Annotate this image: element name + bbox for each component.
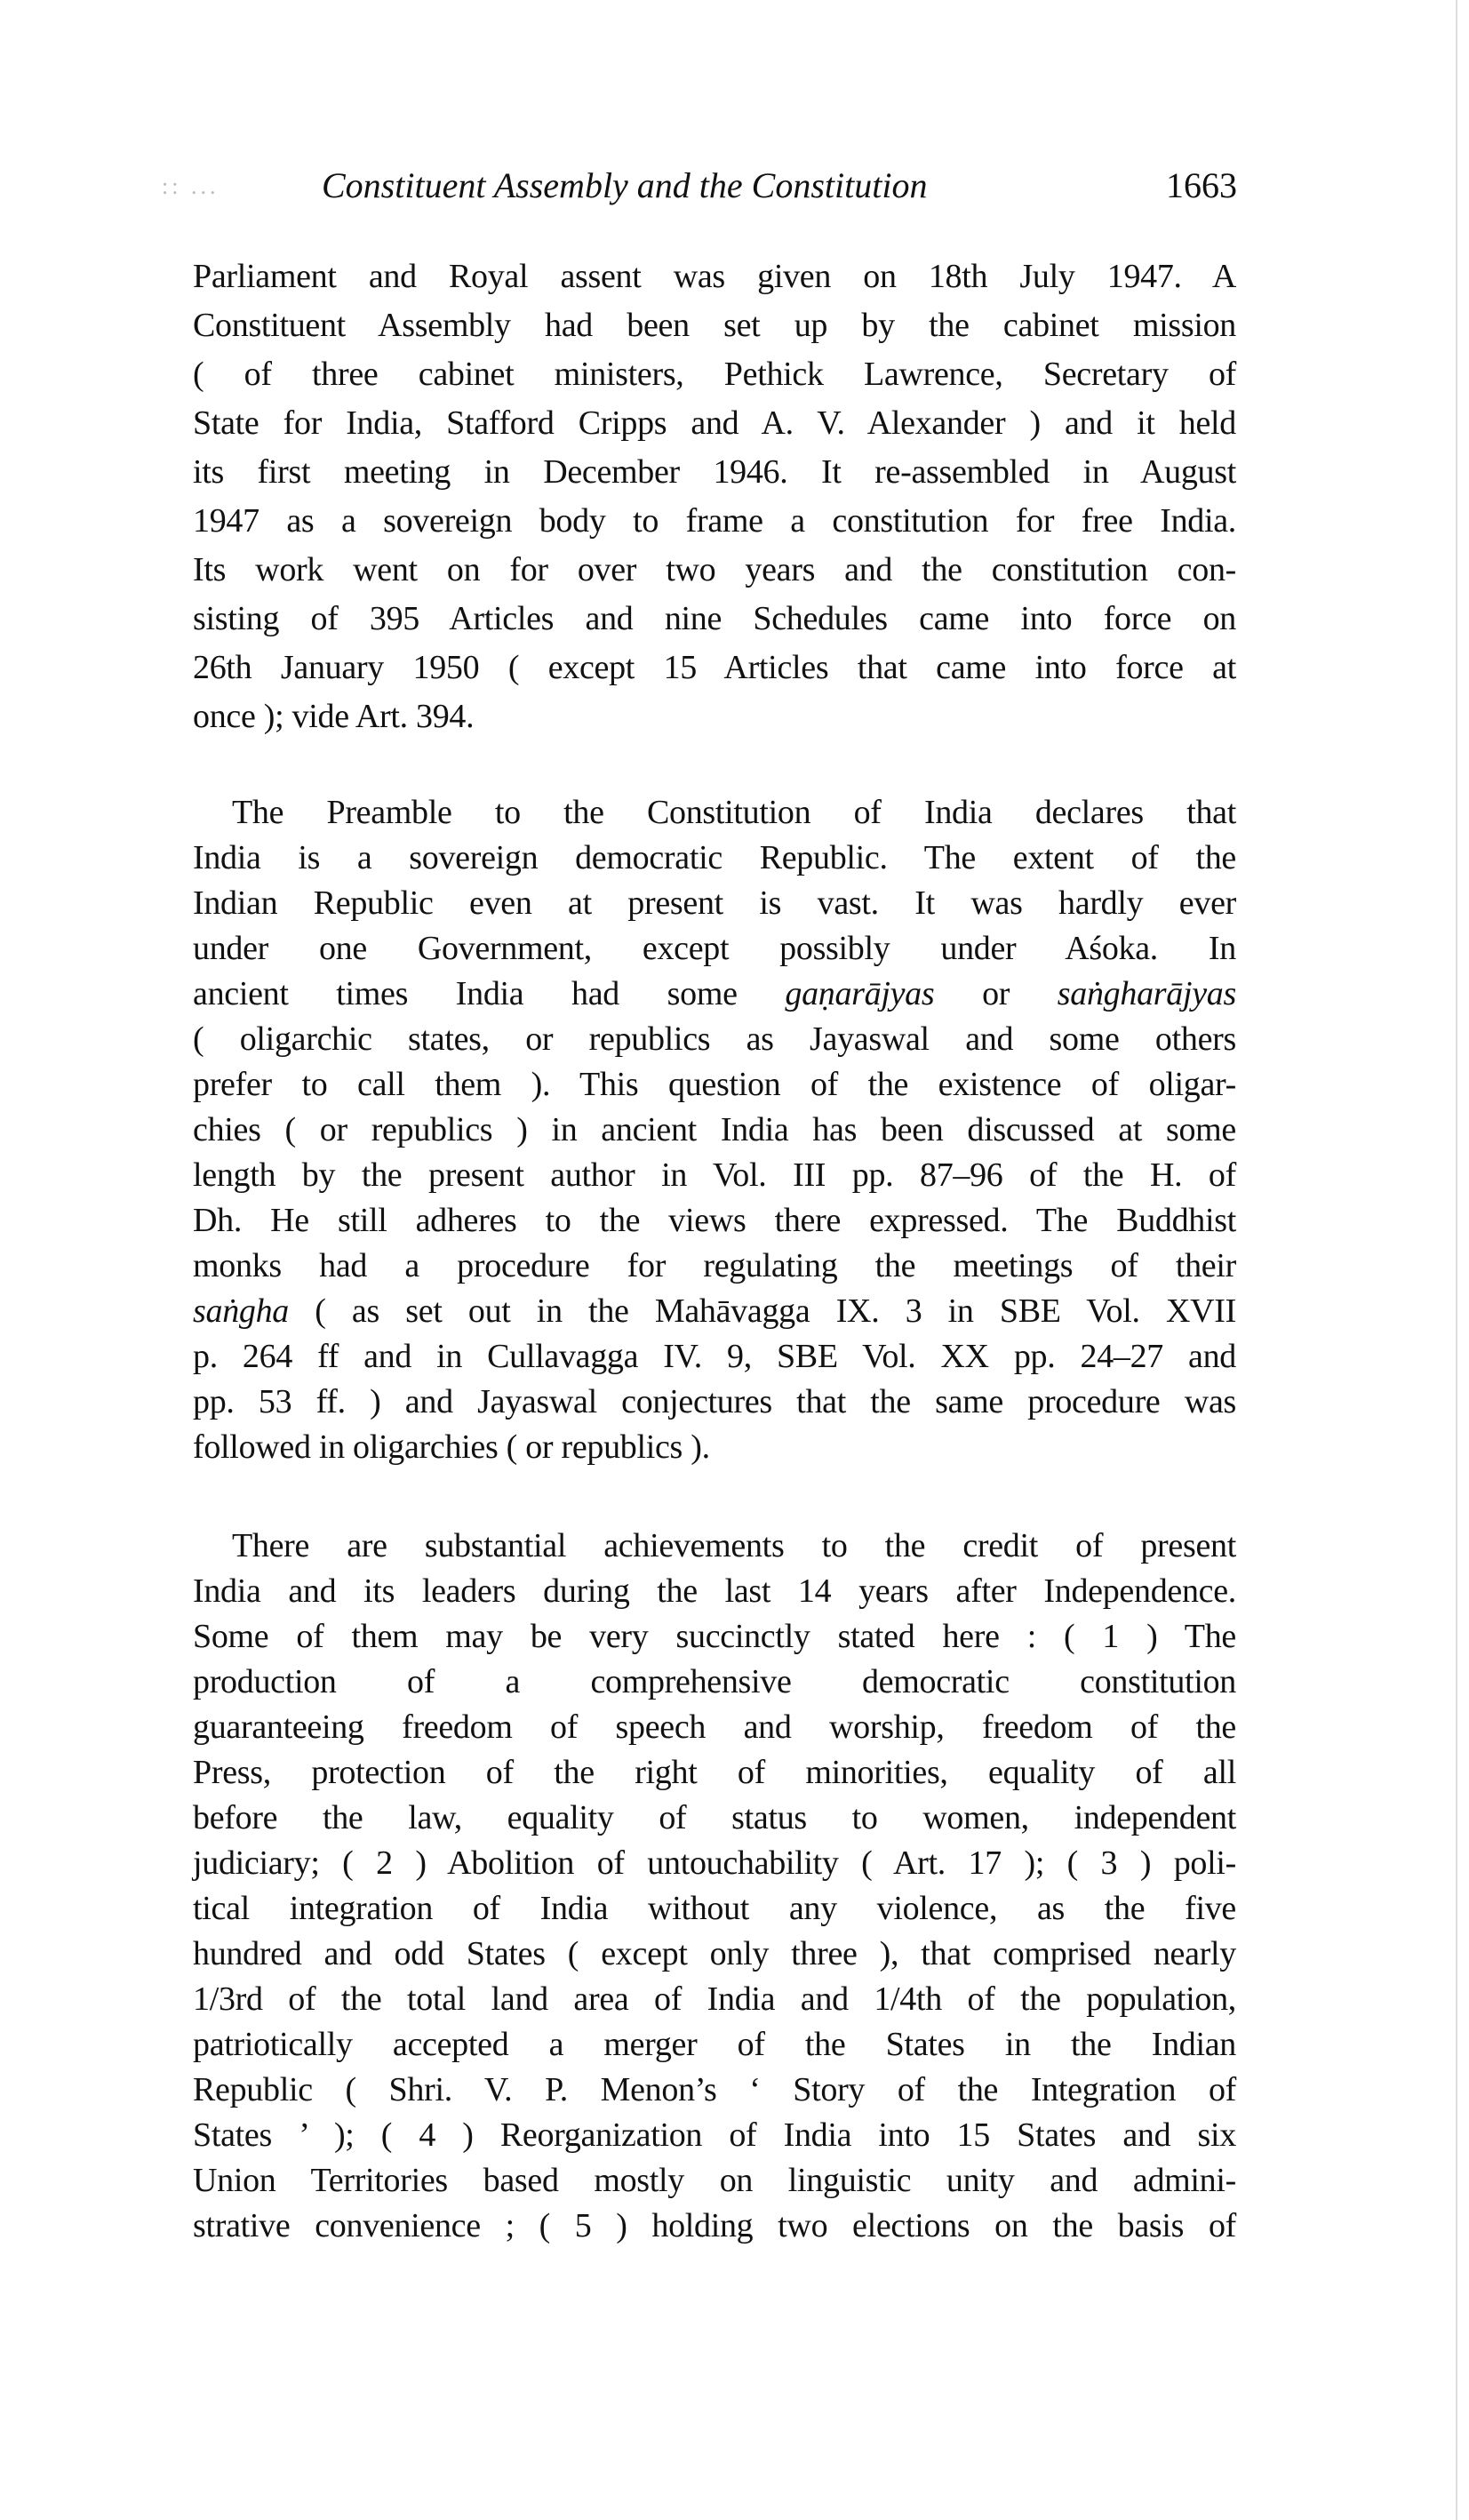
text-line: [193, 1380, 1236, 1425]
text-segment: ancient times India had some: [193, 975, 786, 1012]
text-line: [193, 2022, 1236, 2068]
text-segment: followed in oligarchies ( or republics ).: [193, 1428, 710, 1466]
text-line: [193, 595, 1236, 644]
text-segment: monks had a procedure for regulating the meetings of their: [193, 1247, 1236, 1284]
text-line: [193, 1614, 1236, 1660]
text-line: [193, 546, 1236, 595]
text-line: [193, 692, 1236, 741]
text-line: [193, 1977, 1236, 2022]
text-line: [193, 881, 1236, 926]
text-segment: ( oligarchic states, or republics as Jayaswal and some others: [193, 1020, 1236, 1058]
text-segment: Some of them may be very succinctly stated here : ( 1 ) The: [193, 1618, 1236, 1655]
text-segment: India and its leaders during the last 14 years after Independence.: [193, 1572, 1236, 1610]
text-segment: tical integration of India without any violence, as the five: [193, 1890, 1236, 1927]
text-line: [193, 926, 1236, 972]
text-line: [193, 972, 1236, 1017]
italic-term: saṅgha: [193, 1292, 289, 1330]
text-segment: ( as set out in the Mahāvagga IX. 3 in SBE Vol. XVII: [289, 1292, 1236, 1330]
text-line: [193, 1062, 1236, 1108]
text-segment: 26th January 1950 ( except 15 Articles that came into force at: [193, 649, 1236, 686]
text-segment: guaranteeing freedom of speech and worship, freedom of the: [193, 1708, 1236, 1746]
text-segment: 1947 as a sovereign body to frame a constitution for free India.: [193, 502, 1236, 540]
text-line: [193, 1886, 1236, 1932]
text-segment: length by the present author in Vol. III pp. 87–96 of the H. of: [193, 1156, 1236, 1194]
text-line: [193, 790, 1236, 836]
text-segment: Press, protection of the right of minorities, equality of all: [193, 1754, 1236, 1791]
page-number: 1663: [1166, 165, 1237, 205]
text-line: [193, 836, 1236, 881]
text-segment: prefer to call them ). This question of the existence of oligar-: [193, 1066, 1236, 1103]
text-segment: Dh. He still adheres to the views there expressed. The Buddhist: [193, 1202, 1236, 1239]
paragraph-1: [193, 252, 1236, 741]
text-segment: There are substantial achievements to the credit of present: [232, 1527, 1236, 1564]
text-line: [193, 252, 1236, 301]
text-line: [193, 1244, 1236, 1289]
text-segment: hundred and odd States ( except only three ), that comprised nearly: [193, 1935, 1236, 1972]
text-line: [193, 350, 1236, 399]
text-segment: sisting of 395 Articles and nine Schedules came into force on: [193, 600, 1236, 637]
text-line: [193, 1289, 1236, 1334]
text-segment: State for India, Stafford Cripps and A. V. Alexander ) and it held: [193, 404, 1236, 442]
paragraph-3: [193, 1524, 1236, 2249]
text-line: [193, 448, 1236, 497]
text-line: [193, 497, 1236, 546]
text-segment: once ); vide Art. 394.: [193, 698, 475, 735]
text-line: [193, 1425, 1236, 1470]
text-line: [193, 1705, 1236, 1750]
text-segment: The Preamble to the Constitution of India declares that: [232, 794, 1236, 831]
text-line: [193, 2158, 1236, 2204]
text-line: [193, 1932, 1236, 1977]
page-edge-line: [1456, 0, 1457, 2520]
text-segment: Constituent Assembly had been set up by the cabinet mission: [193, 307, 1236, 344]
text-segment: Parliament and Royal assent was given on 18th July 1947. A: [193, 258, 1236, 295]
text-line: [193, 1334, 1236, 1380]
running-header-title: Constituent Assembly and the Constitution: [322, 165, 928, 205]
text-segment: under one Government, except possibly under Aśoka. In: [193, 930, 1236, 967]
paragraph-2: [193, 790, 1236, 1470]
text-line: [193, 2204, 1236, 2249]
italic-term: saṅgharājyas: [1057, 975, 1236, 1012]
text-segment: Union Territories based mostly on linguistic unity and admini-: [193, 2162, 1236, 2199]
italic-term: gaṇarājyas: [785, 975, 935, 1012]
text-line: [193, 1569, 1236, 1614]
text-line: [193, 301, 1236, 350]
text-segment: its first meeting in December 1946. It re-assembled in August: [193, 453, 1236, 491]
text-segment: judiciary; ( 2 ) Abolition of untouchability ( Art. 17 ); ( 3 ) poli-: [193, 1844, 1236, 1882]
text-line: [193, 1153, 1236, 1198]
text-segment: States ’ ); ( 4 ) Reorganization of India into 15 States and six: [193, 2116, 1236, 2154]
text-line: [193, 1017, 1236, 1062]
text-segment: patriotically accepted a merger of the States in the Indian: [193, 2026, 1236, 2063]
text-line: [193, 644, 1236, 692]
text-line: [193, 2113, 1236, 2158]
text-segment: production of a comprehensive democratic constitution: [193, 1663, 1236, 1700]
text-segment: Indian Republic even at present is vast. It was hardly ever: [193, 884, 1236, 922]
text-line: [193, 1198, 1236, 1244]
text-segment: or: [934, 975, 1058, 1012]
header-marks: :: ...: [162, 173, 220, 199]
text-segment: ( of three cabinet ministers, Pethick Lawrence, Secretary of: [193, 356, 1236, 393]
text-line: [193, 1108, 1236, 1153]
text-segment: India is a sovereign democratic Republic. The extent of the: [193, 839, 1236, 876]
text-segment: Its work went on for over two years and the constitution con-: [193, 551, 1236, 588]
text-segment: Republic ( Shri. V. P. Menon’s ‘ Story of the Integration of: [193, 2071, 1236, 2108]
text-line: [193, 1660, 1236, 1705]
text-segment: before the law, equality of status to women, independent: [193, 1799, 1236, 1836]
text-segment: strative convenience ; ( 5 ) holding two elections on the basis of: [193, 2207, 1236, 2244]
text-line: [193, 2068, 1236, 2113]
text-line: [193, 399, 1236, 448]
text-segment: 1/3rd of the total land area of India and 1/4th of the population,: [193, 1980, 1236, 2018]
text-line: [193, 1796, 1236, 1841]
text-segment: pp. 53 ff. ) and Jayaswal conjectures that the same procedure was: [193, 1383, 1236, 1420]
text-segment: p. 264 ff and in Cullavagga IV. 9, SBE Vol. XX pp. 24–27 and: [193, 1338, 1236, 1375]
text-segment: chies ( or republics ) in ancient India has been discussed at some: [193, 1111, 1236, 1148]
text-line: [193, 1524, 1236, 1569]
text-line: [193, 1750, 1236, 1796]
text-line: [193, 1841, 1236, 1886]
